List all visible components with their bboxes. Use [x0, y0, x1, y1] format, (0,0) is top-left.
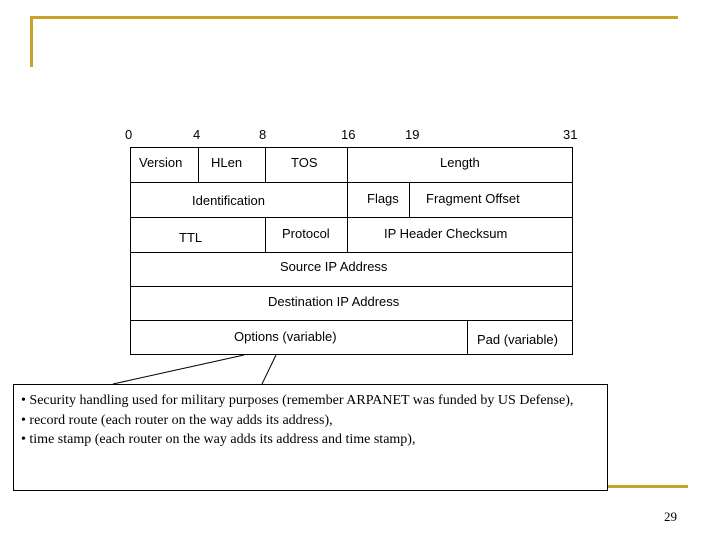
length-label: Length — [440, 155, 480, 170]
destination-ip-label: Destination IP Address — [268, 294, 400, 309]
bit-label-0: 0 — [125, 127, 133, 142]
fragment-offset-label: Fragment Offset — [426, 191, 520, 206]
callout-line-security: • Security handling used for military purposes (remember ARPANET was funded by US Defense), — [21, 393, 574, 408]
callout-line-time-stamp: • time stamp (each router on the way adds its address and time stamp), — [21, 432, 416, 447]
callout-line-record-route: • record route (each router on the way adds its address), — [21, 412, 333, 428]
protocol-label: Protocol — [282, 226, 330, 241]
bit-label-16: 16 — [341, 127, 356, 142]
bit-label-8: 8 — [259, 127, 267, 142]
pad-label: Pad (variable) — [477, 332, 558, 347]
identification-label: Identification — [192, 193, 265, 208]
ttl-label: TTL — [179, 230, 203, 245]
tos-label: TOS — [291, 155, 318, 170]
bit-label-31: 31 — [563, 127, 578, 142]
version-label: Version — [139, 155, 183, 170]
page-number: 29 — [664, 509, 677, 524]
source-ip-label: Source IP Address — [280, 259, 388, 274]
hlen-label: HLen — [211, 155, 243, 170]
flags-label: Flags — [367, 191, 399, 206]
bit-label-19: 19 — [405, 127, 420, 142]
checksum-label: IP Header Checksum — [384, 226, 508, 241]
bit-label-4: 4 — [193, 127, 201, 142]
options-label: Options (variable) — [234, 329, 337, 344]
